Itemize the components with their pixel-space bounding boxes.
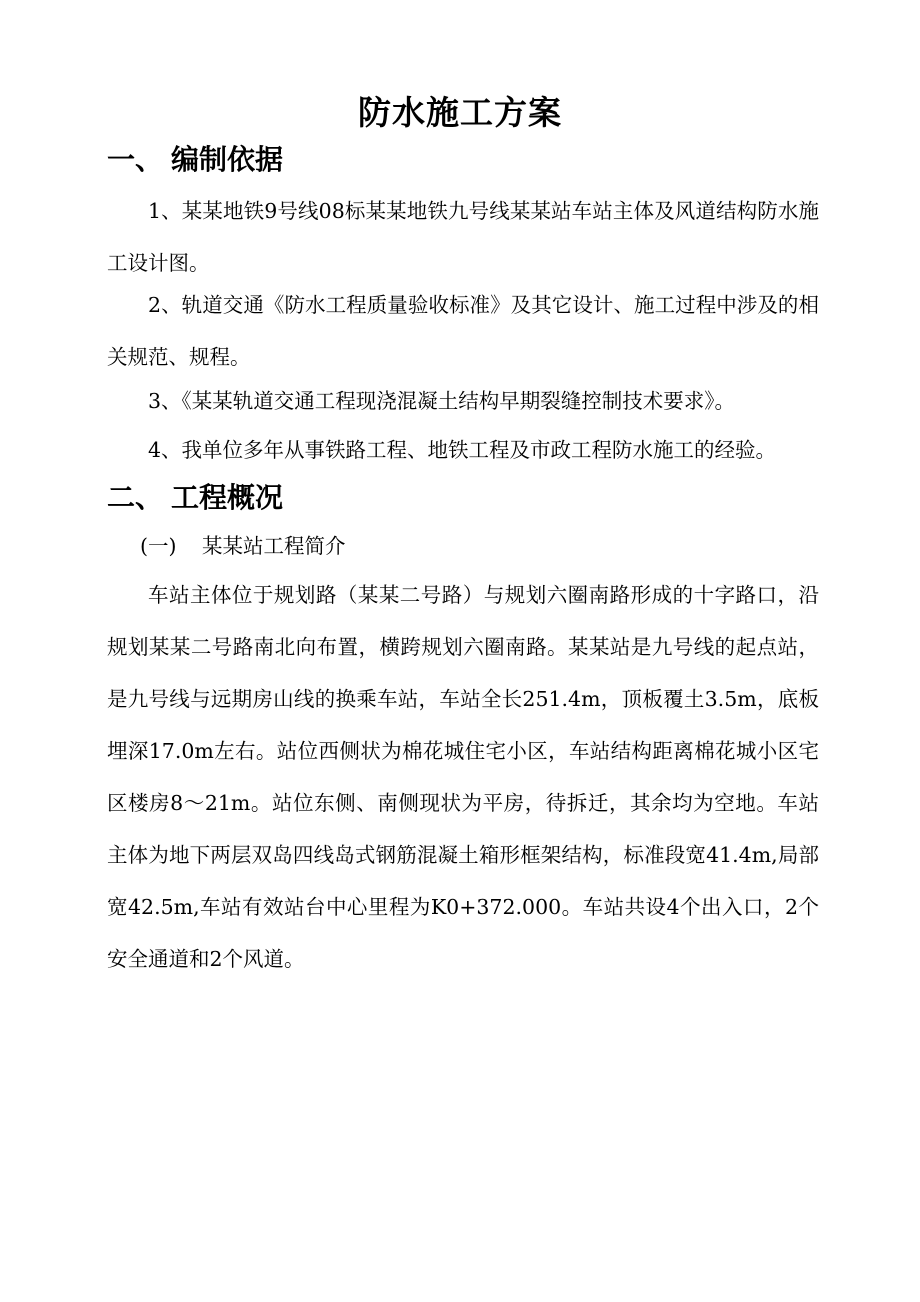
section-heading-2: [107, 476, 283, 520]
subsection-number: (一): [140, 534, 177, 558]
subsection-heading: [140, 520, 346, 572]
document-title: 防水施工方案: [358, 93, 562, 132]
basis-item-1: 1、某某地铁9号线08标某某地铁九号线某某站车站主体及风道结构防水施工设计图。: [107, 199, 819, 275]
section-title: 工程概况: [171, 481, 284, 514]
project-overview-paragraph: 车站主体位于规划路（某某二号路）与规划六圈南路形成的十字路口，沿规划某某二号路南北向布置，横跨规划六圈南路。某某站是九号线的起点站，是九号线与远期房山线的换乘车站，车站全长251.4m，顶板覆土3.5m，底板埋深17.0m左右。站位西侧状为棉花城住宅小区，车站结构距离棉花城小区宅区楼房8～21m。站位东侧、南侧现状为平房，待拆迁，其余均为空地。车站主体为地下两层双岛四线岛式钢筋混凝土箱形框架结构，标准段宽41.4m,局部宽42.5m,车站有效站台中心里程为K0+372.000。车站共设4个出入口，2个安全通道和2个风道。: [107, 583, 819, 971]
basis-item-3: 3、《某某轨道交通工程现浇混凝土结构早期裂缝控制技术要求》。: [148, 389, 736, 413]
section-title: 编制依据: [171, 143, 284, 176]
section-number: 一、: [107, 143, 164, 176]
subsection-title: 某某站工程简介: [202, 534, 346, 558]
basis-item-2: 2、轨道交通《防水工程质量验收标准》及其它设计、施工过程中涉及的相关规范、规程。: [107, 293, 819, 369]
section-heading-1: [107, 138, 283, 182]
section-number: 二、: [107, 481, 164, 514]
basis-item-4: 4、我单位多年从事铁路工程、地铁工程及市政工程防水施工的经验。: [148, 438, 777, 462]
